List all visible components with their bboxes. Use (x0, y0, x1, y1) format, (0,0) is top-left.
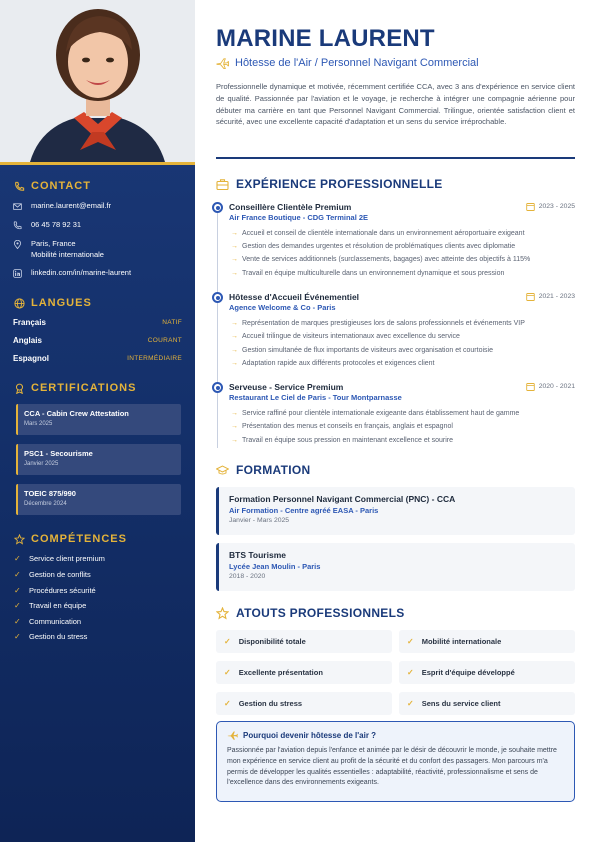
contact-linkedin[interactable]: linkedin.com/in/marine-laurent (13, 268, 131, 279)
strengths-heading: ATOUTS PROFESSIONNELS (216, 606, 405, 620)
arrow-icon: → (231, 360, 238, 367)
location-text: Paris, France (31, 239, 76, 248)
check-icon: ✓ (14, 601, 21, 610)
certification-card (16, 404, 181, 435)
job-role: Serveuse - Service Premium (229, 382, 344, 392)
check-icon: ✓ (224, 637, 231, 646)
arrow-icon: → (231, 333, 238, 340)
profile-summary: Professionnelle dynamique et motivée, récemment certifiée CCA, avec 3 ans d'expérience en service client de qualité. Passionnée par l'aviation et le voyage, je recherche à intégrer une compagnie aérienne pour débuter ma carrière en tant que Personnel Navigant Commercial. Trilingue, orientée satisfaction client et sécurité, avec une excellente capacité d'adaptation et un sens du service irréprochable. (216, 82, 575, 127)
check-icon: ✓ (14, 632, 21, 641)
skill-item: ✓ Service client premium (14, 554, 105, 563)
strength-item: ✓ Gestion du stress (216, 692, 392, 715)
certification-date: Mars 2025 (24, 421, 53, 427)
job-bullet: → Gestion des demandes urgentes et résolution de problématiques clients avec diplomatie (231, 243, 516, 250)
arrow-icon: → (231, 230, 238, 237)
graduation-cap-icon (216, 464, 230, 477)
arrow-icon: → (231, 270, 238, 277)
language-name: Français (13, 318, 46, 327)
arrow-icon: → (231, 437, 238, 444)
skill-item: ✓ Gestion du stress (14, 632, 88, 641)
motivation-box (216, 721, 575, 802)
check-icon: ✓ (14, 554, 21, 563)
profile-photo (0, 0, 195, 162)
briefcase-icon (216, 178, 230, 191)
star-icon (216, 607, 230, 620)
plane-icon (216, 57, 229, 69)
language-level: NATIF (162, 319, 182, 326)
job-dates: 2023 - 2025 (526, 202, 575, 211)
job-company: Agence Welcome & Co - Paris (229, 303, 336, 312)
language-row (13, 318, 182, 327)
education-card (216, 543, 575, 591)
link-icon (13, 269, 23, 279)
job-bullet: → Accueil trilingue de visiteurs internationaux avec excellence du service (231, 333, 460, 340)
timeline-line (217, 208, 218, 448)
job-company: Restaurant Le Ciel de Paris - Tour Montparnasse (229, 393, 402, 402)
education-school: Air Formation - Centre agréé EASA - Paris (229, 506, 379, 515)
skill-item: ✓ Communication (14, 617, 82, 626)
job-role: Hôtesse d'Accueil Événementiel (229, 292, 360, 302)
plane-icon (227, 730, 238, 740)
job-title: Hôtesse de l'Air / Personnel Navigant Commercial (216, 57, 479, 69)
award-icon (13, 382, 25, 394)
photo-divider (0, 162, 195, 165)
timeline-dot (212, 382, 223, 393)
calendar-icon (526, 292, 535, 301)
calendar-icon (526, 382, 535, 391)
check-icon: ✓ (407, 637, 414, 646)
job-bullet: → Vente de services additionnels (surclassements, bagages) avec atteinte des objectifs à 115% (231, 256, 531, 263)
check-icon: ✓ (407, 699, 414, 708)
language-row (13, 354, 182, 363)
education-card (216, 487, 575, 535)
phone-icon (13, 221, 23, 231)
experience-heading: EXPÉRIENCE PROFESSIONNELLE (216, 177, 443, 191)
star-icon (13, 533, 25, 545)
certification-name: TOEIC 875/990 (24, 489, 76, 498)
check-icon: ✓ (14, 617, 21, 626)
certification-card (16, 444, 181, 475)
check-icon: ✓ (14, 570, 21, 579)
check-icon: ✓ (14, 586, 21, 595)
arrow-icon: → (231, 243, 238, 250)
strength-item: ✓ Sens du service client (399, 692, 575, 715)
job-bullet: → Travail en équipe multiculturelle dans un environnement dynamique et sous pression (231, 270, 505, 277)
language-level: COURANT (147, 337, 182, 344)
contact-heading: CONTACT (13, 180, 91, 192)
job-dates: 2020 - 2021 (526, 382, 575, 391)
check-icon: ✓ (224, 699, 231, 708)
arrow-icon: → (231, 347, 238, 354)
language-level: INTERMÉDIAIRE (127, 355, 182, 362)
strength-item: ✓ Excellente présentation (216, 661, 392, 684)
arrow-icon: → (231, 256, 238, 263)
contact-email[interactable]: marine.laurent@email.fr (13, 201, 111, 212)
check-icon: ✓ (407, 668, 414, 677)
job-company: Air France Boutique - CDG Terminal 2E (229, 213, 369, 222)
certification-name: CCA - Cabin Crew Attestation (24, 409, 129, 418)
header-divider (216, 157, 575, 159)
candidate-name: MARINE LAURENT (216, 25, 435, 52)
skill-item: ✓ Travail en équipe (14, 601, 87, 610)
arrow-icon: → (231, 423, 238, 430)
job-bullet: → Présentation des menus et conseils en français, anglais et espagnol (231, 423, 453, 430)
education-dates: Janvier - Mars 2025 (229, 517, 290, 524)
job-bullet: → Représentation de marques prestigieuses lors de salons professionnels et événements VIP (231, 320, 525, 327)
timeline-dot (212, 292, 223, 303)
contact-phone[interactable]: 06 45 78 92 31 (13, 220, 81, 231)
arrow-icon: → (231, 410, 238, 417)
timeline-dot (212, 202, 223, 213)
strength-item: ✓ Disponibilité totale (216, 630, 392, 653)
certifications-heading: CERTIFICATIONS (13, 382, 136, 394)
mobility-text: Mobilité internationale (31, 249, 104, 259)
job-dates: 2021 - 2023 (526, 292, 575, 301)
motivation-text: Passionnée par l'aviation depuis l'enfance et animée par le désir de découvrir le monde, je souhaite mettre mon expérience en service client au profit de la sécurité et du confort des passagers. Mon parcours m'a permis de développer les qualités essentielles : adaptabilité, réactivité, professionnalisme et sens de l'excellence dans des environnements exigeants. (227, 747, 557, 787)
education-title: Formation Personnel Navigant Commercial (PNC) - CCA (229, 494, 456, 504)
education-heading: FORMATION (216, 463, 310, 477)
education-dates: 2018 - 2020 (229, 573, 266, 580)
skill-item: ✓ Procédures sécurité (14, 586, 96, 595)
language-row (13, 336, 182, 345)
certification-date: Janvier 2025 (24, 461, 59, 467)
motivation-title: Pourquoi devenir hôtesse de l'air ? (227, 730, 564, 740)
education-school: Lycée Jean Moulin - Paris (229, 562, 321, 571)
job-bullet: → Service raffiné pour clientèle internationale exigeante dans établissement haut de gamme (231, 410, 520, 417)
languages-heading: LANGUES (13, 297, 92, 309)
language-name: Espagnol (13, 354, 50, 363)
phone-icon (13, 180, 25, 192)
certification-name: PSC1 - Secourisme (24, 449, 93, 458)
job-bullet: → Accueil et conseil de clientèle internationale dans un environnement aéroportuaire exigeant (231, 230, 525, 237)
education-title: BTS Tourisme (229, 550, 286, 560)
job-role: Conseillère Clientèle Premium (229, 202, 352, 212)
skill-item: ✓ Gestion de conflits (14, 570, 91, 579)
certification-card (16, 484, 181, 515)
job-bullet: → Adaptation rapide aux différents protocoles et exigences client (231, 360, 435, 367)
job-bullet: → Travail en équipe sous pression en maintenant excellence et sourire (231, 437, 454, 444)
calendar-icon (526, 202, 535, 211)
skills-heading: COMPÉTENCES (13, 533, 127, 545)
globe-icon (13, 297, 25, 309)
check-icon: ✓ (224, 668, 231, 677)
strength-item: ✓ Mobilité internationale (399, 630, 575, 653)
contact-location (13, 239, 104, 260)
mail-icon (13, 202, 23, 212)
job-bullet: → Gestion simultanée de flux importants de visiteurs avec organisation et courtoisie (231, 347, 493, 354)
location-icon (13, 240, 23, 250)
language-name: Anglais (13, 336, 42, 345)
strength-item: ✓ Esprit d'équipe développé (399, 661, 575, 684)
certification-date: Décembre 2024 (24, 501, 67, 507)
arrow-icon: → (231, 320, 238, 327)
